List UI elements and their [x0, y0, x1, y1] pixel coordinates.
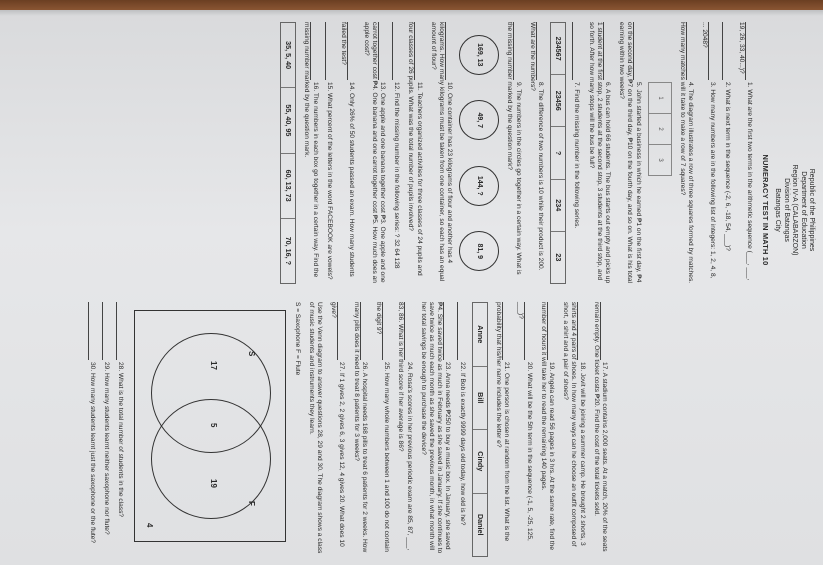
answer-blank — [457, 302, 465, 360]
matchstick-squares-diagram: 1 2 3 — [648, 82, 672, 176]
document-header — [761, 130, 815, 290]
question-20: 20. What will be the 5th term in the sequence (-1, 5, -25, 125, ___)? — [517, 302, 533, 541]
test-paper — [0, 10, 823, 565]
answer-blank — [536, 22, 544, 80]
answer-blank — [445, 22, 453, 80]
answer-blank — [572, 22, 580, 80]
question-28: 28. What is the total number of students in the class? — [116, 302, 124, 557]
answer-blank — [722, 22, 730, 80]
question-14: 14. Only 26% of 50 students passed an exam. How many students failed the test? — [340, 22, 356, 277]
circle: 49, 7 — [459, 100, 499, 140]
venn-diagram — [134, 310, 286, 542]
question-13: 13. One apple and one banana together cost ₱3. One apple and one carrot together cost ₱4. One banana and one carrot together cost ₱5. How much does an apple cost? — [362, 22, 386, 283]
question-30: 30. How many students learnt just the saxophone or the flute? — [88, 302, 96, 557]
answer-blank — [603, 22, 611, 80]
answer-blank — [443, 302, 451, 360]
answer-blank — [102, 302, 110, 360]
answer-blank — [392, 22, 400, 80]
answer-blank — [547, 302, 555, 360]
number-circles — [459, 22, 499, 284]
question-17: 17. A stadium contains 2,000 seats. At a match, 20% of the seats remain empty. One ticket costs ₱20. Find the cost of the total tickets sold. — [592, 302, 608, 552]
circle: 81, 9 — [459, 231, 499, 271]
question-27: 27. If 1 gives 2, 2 gives 6, 3 gives 12, 4 gives 20. What does 10 give? — [330, 302, 346, 547]
venn-instructions: Use the Venn diagram to answer questions 28, 29 and 30. The diagram shows a class of music students and instruments they learn. — [307, 302, 323, 554]
header-line: Department of Education — [799, 171, 807, 249]
answer-blank — [513, 22, 521, 80]
answer-blank — [414, 22, 422, 80]
answer-blank — [88, 302, 96, 360]
circle: 169, 13 — [459, 35, 499, 75]
question-24: 24. Rosa's scores in her previous periodic exam are 85, 87, ___, 83, 86. What is her third score if her average is 86? — [397, 302, 413, 551]
answer-blank — [360, 302, 368, 360]
header-line: Batangas City — [774, 188, 782, 232]
answer-blank — [502, 302, 510, 360]
question-26: 26. A hospital needs 168 pills to treat 6 patients for 2 weeks. How many pills does it need to treat 8 patients for 3 weeks? — [352, 302, 368, 553]
header-line: Region IV-A (CALABARZON) — [791, 164, 799, 256]
question-23: 23. Anna needs ₱250 to buy a music box. In January, she saved ₱4. She saved twice as much in February as she saved in January. If she continues to save twice as much each month as she saved the previous month, in what month will her total savings be enough to purchase the device? — [419, 302, 452, 554]
right-column — [82, 302, 813, 557]
question-19: 19. Angela can read 56 pages in 3 hrs. At the same rate, find the number of hours it will take her to read the remaining 140 pages. — [539, 302, 555, 551]
box-table: 35, 5, 40 55, 40, 95 60, 13, 73 70, 16, ? — [280, 22, 296, 284]
header-line: Division of Batangas — [782, 178, 790, 242]
answer-blank — [708, 22, 716, 80]
question-12: 12. Find the missing number in the following series: ? 32 64 128 — [392, 22, 400, 284]
answer-blank — [600, 302, 608, 360]
answer-blank — [116, 302, 124, 360]
answer-blank — [633, 22, 641, 80]
question-1: 1. What are the first two terms in the arithmetic sequence (___, ___, 19, 26, 33, 40...)? — [737, 22, 753, 281]
header-line: Republic of the Philippines — [808, 168, 815, 252]
answer-blank — [378, 22, 386, 80]
answer-blank — [404, 302, 412, 360]
circle: 144, ? — [459, 166, 499, 206]
question-6: 6. A bus can hold 66 students. The bus starts out empty and picks up 1 student at the first stop, 2 students at the second stop, 3 students at the third stop, and so forth. After how many stops will the bus be full? — [587, 22, 611, 284]
answer-blank — [686, 22, 694, 80]
paper-shadow — [0, 10, 823, 16]
question-18: 18. Jovit will be joining a summer camp. He brought 2 shorts, 3 shirts and 4 pairs of shoes. In how many ways can he choose an outfit composed of short, a shirt and a pair of shoes? — [562, 302, 586, 547]
venn-only-f: 19 — [209, 479, 219, 488]
question-2: 2. What is next term in the sequence (-2, 6, -18, 54, ___)? — [722, 22, 730, 284]
question-7: 7. Find the missing number in the following series. — [572, 22, 580, 284]
question-9: 9. The numbers in the circles go together in a certain way. What is the missing number marked by the question mark? — [506, 22, 522, 275]
answer-blank — [745, 22, 753, 80]
venn-only-s: 17 — [209, 361, 219, 370]
venn-neither: 4 — [145, 523, 155, 528]
question-5: 5. John started a business in which he earned ₱1 on the first day, ₱4 on the second day, ₱7 on the third day, ₱10 on the fourth day, and so on. What is his total earning within two weeks? — [618, 22, 642, 283]
venn-label-s: S — [247, 351, 257, 357]
answer-blank — [577, 302, 585, 360]
question-16: 16. The numbers in each box go together in a certain way. Find the missing number marked by the question mark. — [303, 22, 319, 278]
left-column — [274, 22, 753, 284]
question-21: 21. One person is chosen at random from the list. What is the probability that his/her name includes the letter e? — [494, 302, 511, 542]
question-15: 15. What percent of the letters in the word FACEBOOK are vowels? — [325, 22, 333, 284]
names-table: Anne Bill Cindy Daniel — [472, 302, 488, 557]
venn-legend: S = Saxophone F = Flute — [293, 302, 301, 376]
question-11: 11. Teachers organized activities for three classes of 24 pupils and four classes of 26 pupils. What was the total number of pupils involved? — [407, 22, 423, 276]
test-title: NUMERACY TEST IN MATH 10 — [760, 154, 770, 266]
answer-blank — [347, 22, 355, 80]
question-29: 29. How many students learnt neither saxophone nor flute? — [102, 302, 110, 557]
series-table: 234567 23456 ? 234 23 — [550, 22, 566, 284]
venn-label-f: F — [247, 501, 257, 506]
question-22: 22. If Bob is exactly 9999 days old today, how old is he? — [457, 302, 465, 557]
question-3: 3. How many numbers are in the following list of integers: 1, 2, 4, 8, ... 2048? — [701, 22, 717, 279]
question-4: 4. The diagram illustrates a row of three squares formed by matches. How many matches will it take to make a row of 7 squares? — [678, 22, 694, 284]
answer-blank — [337, 302, 345, 360]
answer-blank — [382, 302, 390, 360]
question-25: 25. How many whole numbers between 1 and 100 do not contain the digit 9? — [374, 302, 391, 552]
question-10: 10. One container has 23 kilograms of flour and another has 4 kilograms. How many kilograms must be taken from one container, so each has an equal amount of flour? — [429, 22, 454, 282]
answer-blank — [325, 22, 333, 80]
venn-both: 5 — [209, 423, 219, 428]
question-8: 8. The difference of two numbers is 10 while their product is 200. What are the numbers? — [528, 22, 544, 271]
answer-blank — [311, 22, 319, 80]
answer-blank — [524, 302, 532, 360]
